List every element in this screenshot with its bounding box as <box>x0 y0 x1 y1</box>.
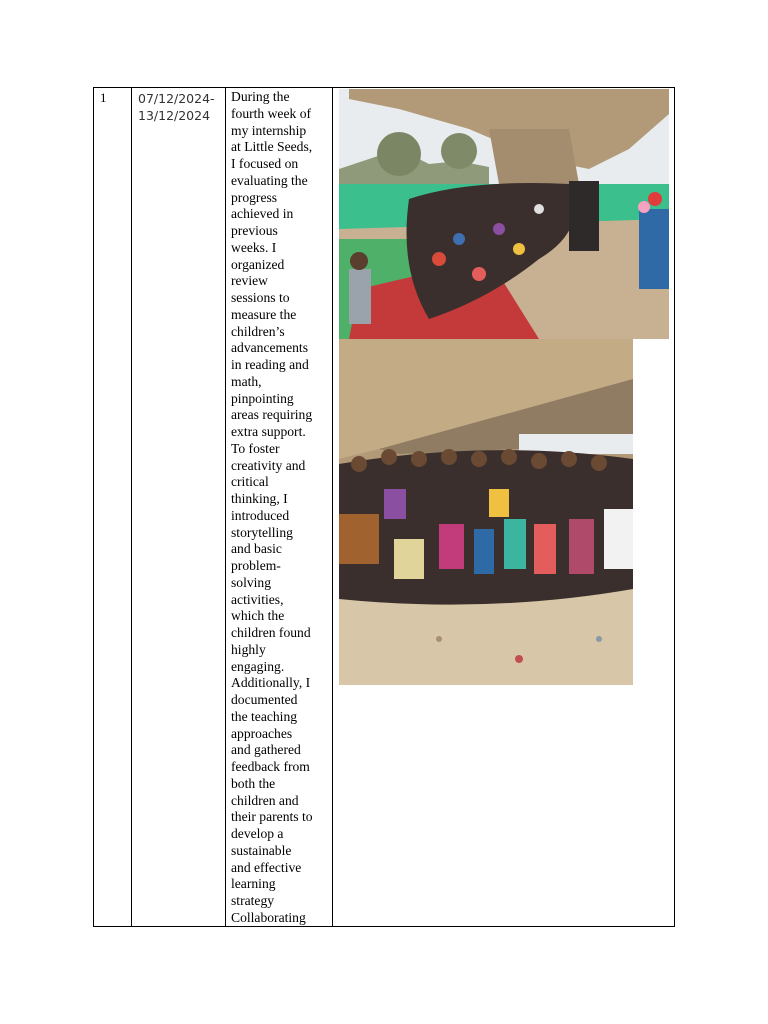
photo-group-picture-under-flyover <box>339 339 633 685</box>
activity-description: During the fourth week of my internship at Little Seeds, I focused on evaluating the progress achieved in previous weeks. I organized review sessions to measure the children’s advancements in reading and math, pinpointing areas requiring extra support. To foster creativity and critical thinking, I introduced storytelling and basic problem- solving activities, which the children found highly engaging. Additionally, I documented the teaching approaches and gathered feedback from both the children and their parents to develop a sustainable and effective learning strategy Collaborating <box>231 89 313 925</box>
date-range: 07/12/2024- 13/12/2024 <box>138 91 215 123</box>
activity-table <box>93 87 675 927</box>
description-cell <box>226 88 333 926</box>
date-cell <box>132 88 226 926</box>
number-cell <box>94 88 132 926</box>
row-number: 1 <box>100 90 107 105</box>
photo-children-seated-under-flyover <box>339 89 669 339</box>
photos-cell <box>333 88 674 926</box>
